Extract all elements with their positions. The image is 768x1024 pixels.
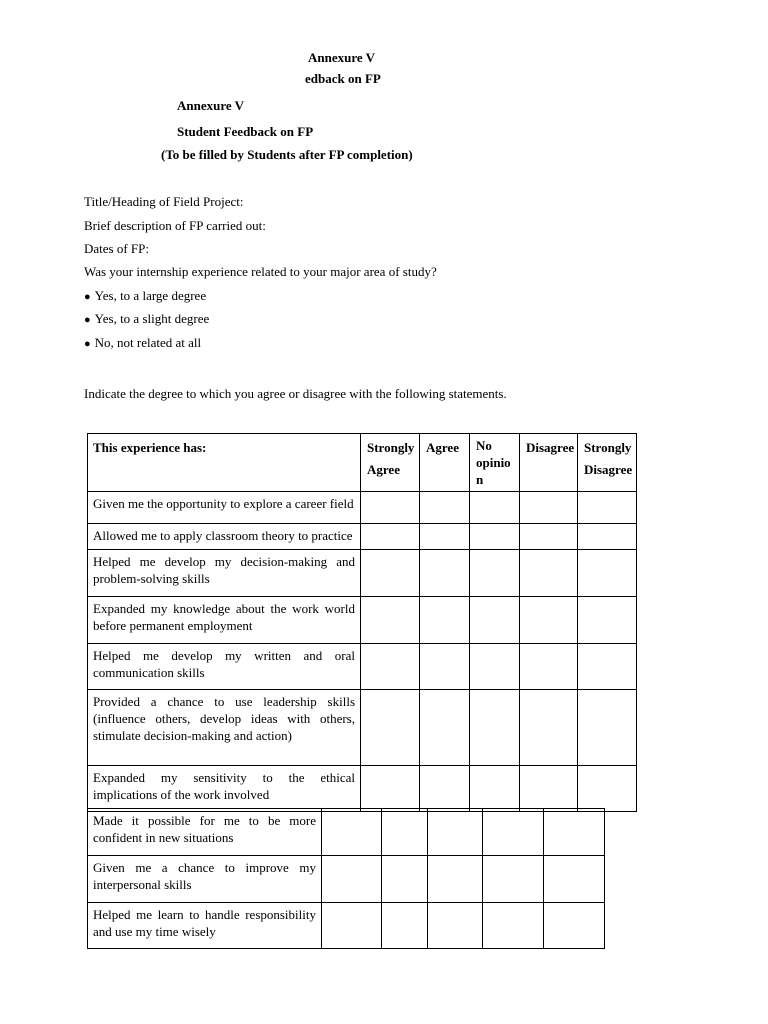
no-opinion-line2: opinio (476, 455, 511, 470)
table-row (88, 550, 637, 597)
no-opinion-cell[interactable] (428, 903, 483, 949)
statement-cell: Provided a chance to use leadership skills (influence others, develop ideas with others, stimulate decision-making and action) (88, 690, 361, 766)
agree-cell[interactable] (382, 856, 428, 903)
feedback-table-continued (87, 808, 605, 949)
strongly-disagree-cell[interactable] (578, 597, 637, 644)
annexure-heading: Annexure V (177, 98, 245, 113)
statement-header: This experience has: (88, 434, 361, 492)
no-opinion-header (470, 434, 520, 492)
strongly-disagree-cell[interactable] (578, 550, 637, 597)
no-opinion-line3: n (476, 472, 484, 487)
agree-cell[interactable] (420, 766, 470, 812)
statement-cell: Made it possible for me to be more confident in new situations (88, 809, 322, 856)
table-row (88, 809, 605, 856)
strongly-disagree-cell[interactable] (544, 809, 605, 856)
strongly-disagree-cell[interactable] (544, 903, 605, 949)
no-opinion-cell[interactable] (470, 597, 520, 644)
agree-header: Agree (420, 434, 470, 492)
no-opinion-cell[interactable] (470, 644, 520, 690)
feedback-table-main (87, 433, 637, 812)
table-row (88, 690, 637, 766)
no-opinion-cell[interactable] (470, 524, 520, 550)
statement-cell: Helped me develop my written and oral communication skills (88, 644, 361, 690)
disagree-cell[interactable] (520, 492, 578, 524)
table-header-row (88, 434, 637, 492)
disagree-cell[interactable] (520, 524, 578, 550)
statement-cell: Expanded my knowledge about the work world before permanent employment (88, 597, 361, 644)
strongly-disagree-cell[interactable] (578, 766, 637, 812)
strongly-disagree-cell[interactable] (578, 524, 637, 550)
no-opinion-cell[interactable] (428, 856, 483, 903)
strongly-agree-header (361, 434, 420, 492)
disagree-cell[interactable] (483, 856, 544, 903)
statement-cell: Helped me develop my decision-making and problem-solving skills (88, 550, 361, 597)
no-opinion-cell[interactable] (470, 492, 520, 524)
agree-cell[interactable] (420, 492, 470, 524)
instruction-text: Indicate the degree to which you agree or disagree with the following statements. (84, 386, 507, 401)
agree-cell[interactable] (420, 524, 470, 550)
strongly-disagree-header (578, 434, 637, 492)
table-row (88, 856, 605, 903)
internship-question: Was your internship experience related to your major area of study? (84, 264, 437, 279)
statement-cell: Given me a chance to improve my interpersonal skills (88, 856, 322, 903)
no-opinion-cell[interactable] (470, 690, 520, 766)
strongly-agree-cell[interactable] (361, 492, 420, 524)
table-row (88, 597, 637, 644)
strongly-agree-cell[interactable] (361, 524, 420, 550)
strongly-agree-cell[interactable] (322, 809, 382, 856)
table-row (88, 492, 637, 524)
table-row (88, 766, 637, 812)
statement-cell: Given me the opportunity to explore a career field (88, 492, 361, 524)
page-title: Student Feedback on FP (177, 124, 314, 139)
statement-cell: Allowed me to apply classroom theory to practice (88, 524, 361, 550)
disagree-cell[interactable] (520, 644, 578, 690)
agree-cell[interactable] (420, 644, 470, 690)
feedback-fragment: edback on FP (305, 71, 381, 86)
agree-cell[interactable] (420, 690, 470, 766)
strongly-disagree-cell[interactable] (578, 644, 637, 690)
strongly-disagree-cell[interactable] (544, 856, 605, 903)
disagree-cell[interactable] (483, 903, 544, 949)
strongly-agree-cell[interactable] (361, 597, 420, 644)
agree-cell[interactable] (420, 597, 470, 644)
disagree-cell[interactable] (520, 690, 578, 766)
strongly-agree-cell[interactable] (322, 903, 382, 949)
no-opinion-cell[interactable] (470, 550, 520, 597)
table-row (88, 524, 637, 550)
disagree-cell[interactable] (520, 550, 578, 597)
option-slight-degree: ● Yes, to a slight degree (84, 311, 209, 327)
option-large-degree: ● Yes, to a large degree (84, 288, 206, 304)
no-opinion-cell[interactable] (470, 766, 520, 812)
no-opinion-cell[interactable] (428, 809, 483, 856)
agree-cell[interactable] (382, 809, 428, 856)
strongly-agree-cell[interactable] (361, 766, 420, 812)
brief-description-field: Brief description of FP carried out: (84, 218, 266, 233)
disagree-cell[interactable] (520, 597, 578, 644)
disagree-cell[interactable] (520, 766, 578, 812)
strongly-agree-cell[interactable] (322, 856, 382, 903)
no-opinion-line1: No (476, 438, 492, 453)
dates-field: Dates of FP: (84, 241, 149, 256)
disagree-header: Disagree (520, 434, 578, 492)
strongly-disagree-line2: Disagree (584, 462, 633, 477)
disagree-cell[interactable] (483, 809, 544, 856)
statement-cell: Helped me learn to handle responsibility and use my time wisely (88, 903, 322, 949)
title-heading-field: Title/Heading of Field Project: (84, 194, 244, 209)
strongly-agree-line2: Agree (367, 462, 400, 477)
statement-cell: Expanded my sensitivity to the ethical implications of the work involved (88, 766, 361, 812)
annexure-top: Annexure V (308, 50, 376, 65)
table-row (88, 903, 605, 949)
agree-cell[interactable] (420, 550, 470, 597)
strongly-agree-cell[interactable] (361, 644, 420, 690)
strongly-agree-cell[interactable] (361, 690, 420, 766)
strongly-disagree-line1: Strongly (584, 440, 632, 455)
strongly-disagree-cell[interactable] (578, 492, 637, 524)
table-row (88, 644, 637, 690)
strongly-agree-cell[interactable] (361, 550, 420, 597)
page-subtitle: (To be filled by Students after FP completion) (161, 147, 413, 162)
strongly-disagree-cell[interactable] (578, 690, 637, 766)
strongly-agree-line1: Strongly (367, 440, 415, 455)
option-not-related: ● No, not related at all (84, 335, 201, 351)
agree-cell[interactable] (382, 903, 428, 949)
